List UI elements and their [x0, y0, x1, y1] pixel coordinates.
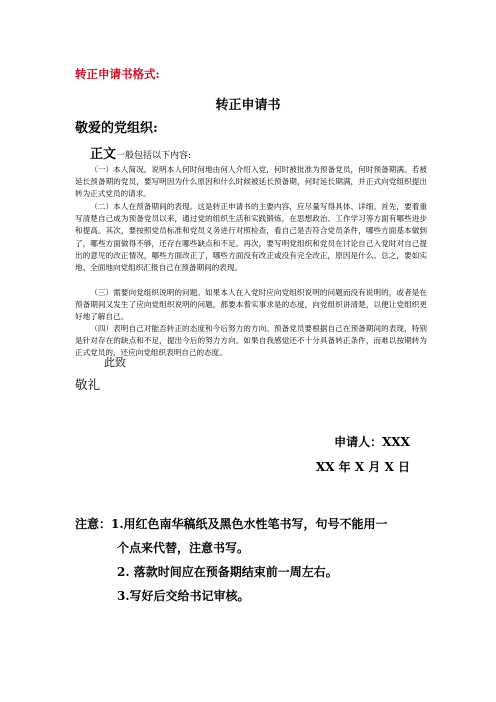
- paragraph-1: （一）本人简况。说明本人何时何地由何人介绍入党，何时被批准为预备党员，何时预备期满。若被延长预备期的党员，要写明因为什么原因和什么时候被延长预备期，何时延长期满，并正式向党组织提出转为正式党员的请求。: [75, 165, 427, 199]
- signature-date: XX 年 X 月 X 日: [315, 460, 410, 474]
- note-line-3: 3.写好后交给书记审核。: [117, 589, 250, 603]
- body-label: [90, 143, 191, 162]
- paragraph-4: （四）表明自己对能否转正的态度和今后努力的方向。预备党员要根据自己在预备期间的表现，特别是针对存在的缺点和不足，提出今后的努力方向。如果自我感觉还不十分具备转正条件，而难以按期转为正式党员的，还应向党组织表明自己的态度。: [75, 324, 427, 358]
- applicant-signature: 申请人：XXX: [334, 435, 410, 449]
- body-label-main: 正文: [90, 147, 117, 162]
- closing-jingli: 敬礼: [75, 377, 101, 392]
- note-line-1-continued: 个点来代替，注意书写。: [117, 541, 250, 555]
- salutation: 敬爱的党组织:: [75, 121, 158, 136]
- document-title: 转正申请书: [215, 98, 281, 113]
- closing-cizhi: 此致: [104, 356, 126, 369]
- note-line-2: 2. 落款时间应在预备期结束前一周左右。: [117, 565, 338, 579]
- format-heading: 转正申请书格式:: [75, 67, 160, 81]
- paragraph-2: （二）本人在预备期间的表现。这是转正申请书的主要内容，应尽量写得具体、详细。首先，要着重写清楚自己成为预备党员以来，通过党的组织生活和实践锻炼，在思想政治、工作学习等方面有哪些进步和提高。其次，要按照党员标准和党员义务进行对照检查，看自己是否符合党员条件，哪些方面基本做到了，哪些方面做得不够，还存在哪些缺点和不足。再次，要写明党组织和党员在讨论自己入党时对自己提出的意见的改正情况，哪些方面改正了，哪些方面没有改正或没有完全改正，原因是什么。总之，要如实地、全面地向党组织汇报自己在预备期间的表现。: [75, 202, 427, 273]
- note-line-1: 注意：1.用红色南华稿纸及黑色水性笔书写，句号不能用一: [75, 517, 388, 531]
- paragraph-3: （三）需要向党组织说明的问题。如果本人在入党时应向党组织说明的问题而没有说明的，或者是在预备期间又发生了应向党组织说明的问题，都要本着实事求是的态度，向党组织讲清楚，以便让党组织更好地了解自己。: [75, 288, 427, 322]
- body-label-sub: 一般包括以下内容:: [116, 151, 192, 161]
